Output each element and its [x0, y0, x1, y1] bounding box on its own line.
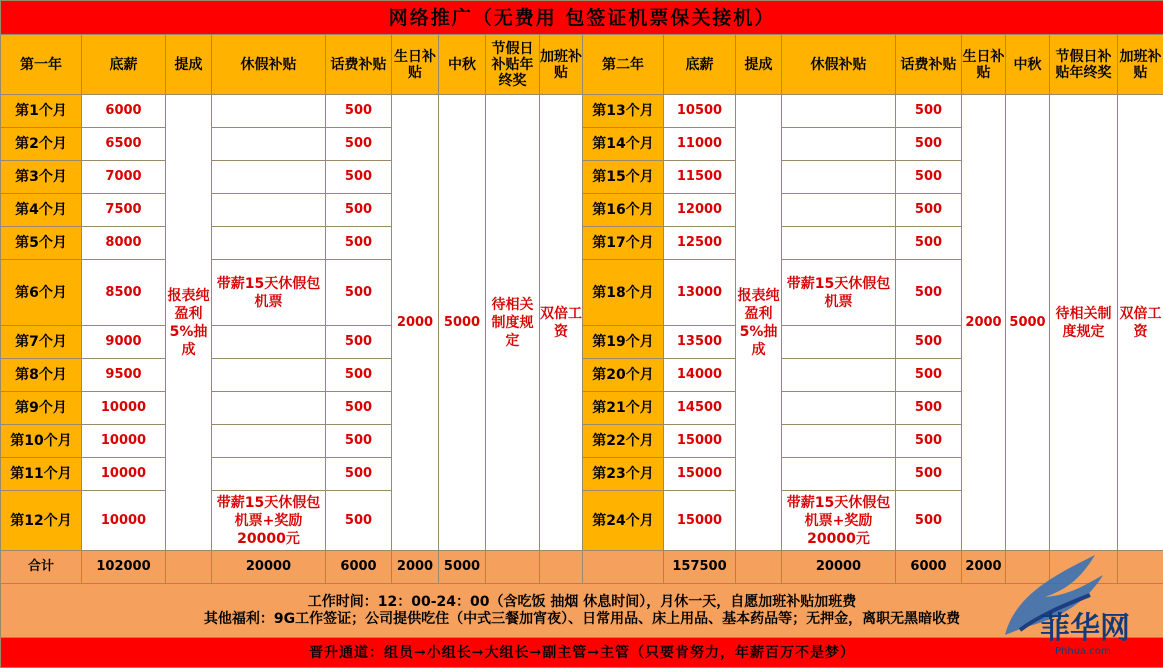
vacation-cell — [212, 392, 326, 425]
phone-cell: 500 — [326, 161, 392, 194]
phone-cell: 500 — [896, 326, 962, 359]
phone-cell: 500 — [326, 392, 392, 425]
month-label: 第17个月 — [583, 227, 664, 260]
vacation-cell — [782, 128, 896, 161]
salary-cell: 10500 — [664, 95, 736, 128]
column-header: 底薪 — [82, 35, 166, 95]
salary-cell: 10000 — [82, 491, 166, 551]
commission-cell: 报表纯盈利5%抽成 — [166, 95, 212, 551]
salary-cell: 10000 — [82, 392, 166, 425]
total-cell: 6000 — [326, 551, 392, 584]
vacation-cell — [782, 359, 896, 392]
vacation-cell — [782, 392, 896, 425]
month-label: 第13个月 — [583, 95, 664, 128]
total-cell: 合计 — [1, 551, 82, 584]
phone-cell: 500 — [326, 326, 392, 359]
month-label: 第1个月 — [1, 95, 82, 128]
month-label: 第16个月 — [583, 194, 664, 227]
column-header: 节假日补贴年终奖 — [486, 35, 540, 95]
phone-cell: 500 — [896, 227, 962, 260]
column-header: 休假补贴 — [782, 35, 896, 95]
salary-cell: 15000 — [664, 425, 736, 458]
overtime-cell: 双倍工资 — [1118, 95, 1163, 551]
total-cell: 5000 — [439, 551, 486, 584]
column-header: 生日补贴 — [962, 35, 1006, 95]
salary-cell: 13000 — [664, 260, 736, 326]
column-header: 生日补贴 — [392, 35, 439, 95]
month-label: 第21个月 — [583, 392, 664, 425]
vacation-cell — [782, 194, 896, 227]
total-cell: 6000 — [896, 551, 962, 584]
salary-cell: 11500 — [664, 161, 736, 194]
salary-cell: 12500 — [664, 227, 736, 260]
total-cell — [736, 551, 782, 584]
promotion-path: 晋升通道：组员→小组长→大组长→副主管→主管（只要肯努力，年薪百万不是梦） — [1, 638, 1163, 668]
column-header: 底薪 — [664, 35, 736, 95]
column-header: 加班补贴 — [1118, 35, 1163, 95]
month-label: 第3个月 — [1, 161, 82, 194]
salary-cell: 15000 — [664, 458, 736, 491]
work-time-text: 工作时间：12：00-24：00（含吃饭 抽烟 休息时间），月休一天，自愿加班补贴加班费 — [307, 593, 857, 610]
phone-cell: 500 — [896, 95, 962, 128]
salary-cell: 12000 — [664, 194, 736, 227]
month-label: 第8个月 — [1, 359, 82, 392]
vacation-cell: 带薪15天休假包机票+奖励20000元 — [212, 491, 326, 551]
column-header: 话费补贴 — [326, 35, 392, 95]
column-header: 话费补贴 — [896, 35, 962, 95]
vacation-cell: 带薪15天休假包机票 — [212, 260, 326, 326]
month-label: 第5个月 — [1, 227, 82, 260]
phone-cell: 500 — [326, 227, 392, 260]
phone-cell: 500 — [326, 260, 392, 326]
column-header: 加班补贴 — [540, 35, 583, 95]
salary-cell: 10000 — [82, 458, 166, 491]
watermark-url: Phhua.com — [1055, 646, 1111, 657]
month-label: 第15个月 — [583, 161, 664, 194]
vacation-cell — [782, 458, 896, 491]
month-label: 第2个月 — [1, 128, 82, 161]
phone-cell: 500 — [896, 458, 962, 491]
midautumn-cell: 5000 — [1006, 95, 1050, 551]
month-label: 第11个月 — [1, 458, 82, 491]
vacation-cell — [212, 128, 326, 161]
total-cell — [1118, 551, 1163, 584]
month-label: 第22个月 — [583, 425, 664, 458]
month-label: 第20个月 — [583, 359, 664, 392]
vacation-cell — [212, 95, 326, 128]
column-header: 第二年 — [583, 35, 664, 95]
phone-cell: 500 — [896, 425, 962, 458]
salary-cell: 7500 — [82, 194, 166, 227]
vacation-cell — [212, 227, 326, 260]
column-header: 提成 — [166, 35, 212, 95]
vacation-cell — [782, 326, 896, 359]
salary-cell: 15000 — [664, 491, 736, 551]
phone-cell: 500 — [896, 491, 962, 551]
month-label: 第18个月 — [583, 260, 664, 326]
holiday-cell: 待相关制度规定 — [486, 95, 540, 551]
overtime-cell: 双倍工资 — [540, 95, 583, 551]
phone-cell: 500 — [896, 392, 962, 425]
month-label: 第6个月 — [1, 260, 82, 326]
salary-cell: 8000 — [82, 227, 166, 260]
vacation-cell — [782, 161, 896, 194]
phone-cell: 500 — [896, 260, 962, 326]
salary-cell: 14500 — [664, 392, 736, 425]
month-label: 第4个月 — [1, 194, 82, 227]
birthday-cell: 2000 — [962, 95, 1006, 551]
salary-cell: 14000 — [664, 359, 736, 392]
vacation-cell — [212, 161, 326, 194]
benefits-text: 其他福利：9G工作签证；公司提供吃住（中式三餐加宵夜）、日常用品、床上用品、基本药品等；无押金，离职无黑暗收费 — [203, 610, 961, 627]
month-label: 第14个月 — [583, 128, 664, 161]
month-label: 第19个月 — [583, 326, 664, 359]
month-label: 第23个月 — [583, 458, 664, 491]
vacation-cell — [212, 425, 326, 458]
vacation-cell — [212, 326, 326, 359]
phone-cell: 500 — [326, 458, 392, 491]
vacation-cell — [782, 425, 896, 458]
vacation-cell — [212, 359, 326, 392]
total-cell: 157500 — [664, 551, 736, 584]
total-cell — [583, 551, 664, 584]
salary-cell: 9000 — [82, 326, 166, 359]
salary-cell: 8500 — [82, 260, 166, 326]
month-label: 第10个月 — [1, 425, 82, 458]
vacation-cell — [212, 458, 326, 491]
vacation-cell: 带薪15天休假包机票+奖励20000元 — [782, 491, 896, 551]
column-header: 中秋 — [439, 35, 486, 95]
month-label: 第12个月 — [1, 491, 82, 551]
total-cell: 2000 — [392, 551, 439, 584]
salary-cell: 11000 — [664, 128, 736, 161]
column-header: 提成 — [736, 35, 782, 95]
salary-cell: 10000 — [82, 425, 166, 458]
month-label: 第7个月 — [1, 326, 82, 359]
phone-cell: 500 — [326, 491, 392, 551]
vacation-cell — [212, 194, 326, 227]
phone-cell: 500 — [326, 425, 392, 458]
total-cell: 20000 — [782, 551, 896, 584]
phone-cell: 500 — [326, 128, 392, 161]
phone-cell: 500 — [326, 95, 392, 128]
vacation-cell — [782, 227, 896, 260]
total-cell — [166, 551, 212, 584]
phone-cell: 500 — [896, 359, 962, 392]
phone-cell: 500 — [326, 359, 392, 392]
salary-cell: 9500 — [82, 359, 166, 392]
total-cell: 2000 — [962, 551, 1006, 584]
column-header: 中秋 — [1006, 35, 1050, 95]
holiday-cell: 待相关制度规定 — [1050, 95, 1118, 551]
phone-cell: 500 — [326, 194, 392, 227]
phone-cell: 500 — [896, 161, 962, 194]
column-header: 节假日补贴年终奖 — [1050, 35, 1118, 95]
page-title: 网络推广（无费用 包签证机票保关接机） — [1, 1, 1163, 35]
total-cell: 20000 — [212, 551, 326, 584]
total-cell — [486, 551, 540, 584]
month-label: 第24个月 — [583, 491, 664, 551]
table-row — [1, 95, 1163, 128]
watermark-text: 菲华网 — [1040, 611, 1130, 646]
midautumn-cell: 5000 — [439, 95, 486, 551]
month-label: 第9个月 — [1, 392, 82, 425]
vacation-cell — [782, 95, 896, 128]
vacation-cell: 带薪15天休假包机票 — [782, 260, 896, 326]
phone-cell: 500 — [896, 128, 962, 161]
phone-cell: 500 — [896, 194, 962, 227]
total-cell: 102000 — [82, 551, 166, 584]
salary-cell: 7000 — [82, 161, 166, 194]
birthday-cell: 2000 — [392, 95, 439, 551]
salary-cell: 6000 — [82, 95, 166, 128]
column-header: 第一年 — [1, 35, 82, 95]
column-header: 休假补贴 — [212, 35, 326, 95]
salary-cell: 13500 — [664, 326, 736, 359]
total-cell — [540, 551, 583, 584]
commission-cell: 报表纯盈利5%抽成 — [736, 95, 782, 551]
salary-cell: 6500 — [82, 128, 166, 161]
